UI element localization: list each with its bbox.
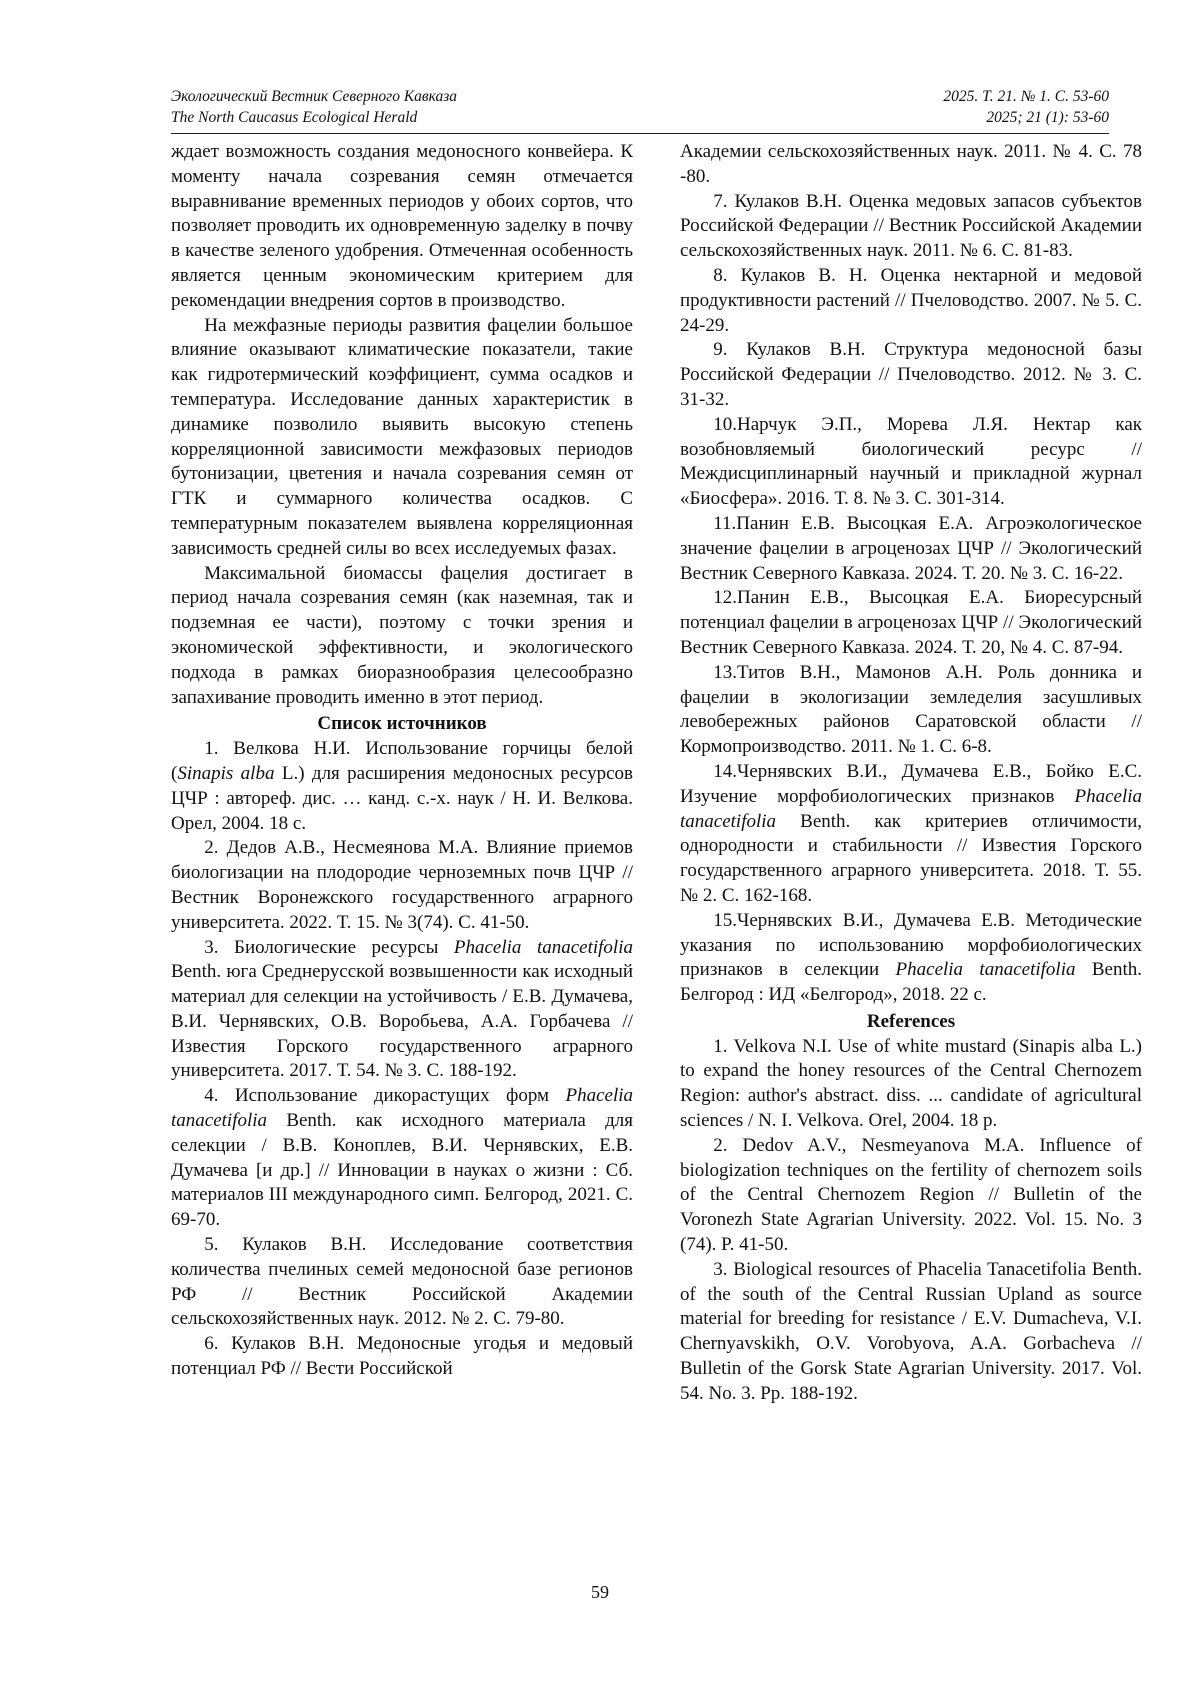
reference-ru-12: 12.Панин Е.В., Высоцкая Е.А. Биоресурсный потенциал фацелии в агроценозах ЦЧР // Экологический Вестник Северного Кавказа. 2024. Т. 20, № 4. С. 87-94. (680, 587, 1142, 658)
page-number: 59 (591, 1582, 609, 1602)
reference-en-2: 2. Dedov A.V., Nesmeyanova M.A. Influence of biologization techniques on the fertility of chernozem soils of the Central Chernozem Region // Bulletin of the Voronezh State Agrarian University. 2022. Vol. 15. No. 3 (74). P. 41-50. (680, 1134, 1142, 1256)
header-rule (171, 133, 1109, 134)
reference-ru-5: 5. Кулаков В.Н. Исследование соответствия количества пчелиных семей медоносной базе регионов РФ // Вестник Российской Академии сельскохозяйственных наук. 2012. № 2. С. 79-80. (171, 1234, 633, 1330)
reference-ru-1: 1. Велкова Н.И. Использование горчицы белой (Sinapis alba L.) для расширения медоносных ресурсов ЦЧР : автореф. дис. … канд. с.-х. наук / Н. И. Велкова. Орел, 2004. 18 с. (171, 738, 633, 834)
journal-title-en: The North Caucasus Ecological Herald (171, 109, 418, 126)
reference-ru-15: 15.Чернявских В.И., Думачева Е.В. Методические указания по использованию морфобиологических признаков в селекции Phacelia tanacetifolia Benth. Белгород : ИД «Белгород», 2018. 22 с. (680, 909, 1142, 1006)
sources-heading: Список источников (317, 713, 487, 735)
reference-ru-3: 3. Биологические ресурсы Phacelia tanacetifolia Benth. юга Среднерусской возвышенности как исходный материал для селекции на устойчивость / Е.В. Думачева, В.И. Чернявских, О.В. Воробьева, А.А. Горбачева // Известия Горского государственного аграрного университета. 2017. Т. 54. № 3. С. 188-192. (171, 936, 633, 1082)
reference-ru-9: 9. Кулаков В.Н. Структура медоносной базы Российской Федерации // Пчеловодство. 2012. № 3. С. 31-32. (680, 339, 1142, 410)
citation-en: 2025; 21 (1): 53-60 (986, 109, 1109, 126)
body-paragraph-2: На межфазные периоды развития фацелии большое влияние оказывают климатические показатели, такие как гидротермический коэффициент, сумма осадков и температура. Исследование данных характеристик в динамике позволило выявить высокую степень корреляционной зависимости межфазовых периодов бутонизации, цветения и начала созревания семян от ГТК и суммарного количества осадков. С температурным показателем выявлена корреляционная зависимость средней силы во всех исследуемых фазах. (171, 314, 633, 559)
reference-ru-8: 8. Кулаков В. Н. Оценка нектарной и медовой продуктивности растений // Пчеловодство. 2007. № 5. С. 24-29. (680, 264, 1142, 336)
citation-ru: 2025. Т. 21. № 1. С. 53-60 (943, 88, 1109, 105)
reference-ru-6: 6. Кулаков В.Н. Медоносные угодья и медовый потенциал РФ // Вести Российской (171, 1333, 633, 1380)
running-header (171, 86, 1109, 128)
reference-ru-10: 10.Нарчук Э.П., Морева Л.Я. Нектар как возобновляемый биологический ресурс // Междисциплинарный научный и прикладной журнал «Биосфера». 2016. Т. 8. № 3. С. 301-314. (680, 413, 1142, 510)
body-paragraph-3: Максимальной биомассы фацелия достигает в период начала созревания семян (как наземная, так и подземная ее части), поэтому с точки зрения и экономической эффективности, и экологического подхода в рамках биоразнообразия целесообразно запахивание проводить именно в этот период. (171, 562, 633, 708)
right-column (680, 140, 1142, 1407)
reference-ru-4: 4. Использование дикорастущих форм Phacelia tanacetifolia Benth. как исходного материала для селекции / В.В. Коноплев, В.И. Чернявских, Е.В. Думачева [и др.] // Инновации в науках о жизни : Сб. материалов III международного симп. Белгород, 2021. С. 69-70. (171, 1085, 633, 1231)
left-column (171, 140, 633, 1382)
reference-ru-14: 14.Чернявских В.И., Думачева Е.В., Бойко Е.С. Изучение морфобиологических признаков Phacelia tanacetifolia Benth. как критериев отличимости, однородности и стабильности // Известия Горского государственного аграрного университета. 2018. Т. 55. № 2. С. 162-168. (680, 760, 1142, 906)
body-paragraph-1: ждает возможность создания медоносного конвейера. К моменту начала созревания семян отмечается выравнивание временных периодов у обоих сортов, что позволяет проводить их одновременную заделку в почву в качестве зеленого удобрения. Отмеченная особенность является ценным экономическим критерием для рекомендации внедрения сортов в производство. (171, 141, 633, 311)
reference-ru-11: 11.Панин Е.В. Высоцкая Е.А. Агроэкологическое значение фацелии в агроценозах ЦЧР // Экологический Вестник Северного Кавказа. 2024. Т. 20. № 3. С. 16-22. (680, 512, 1142, 584)
reference-ru-2: 2. Дедов А.В., Несмеянова М.А. Влияние приемов биологизации на плодородие черноземных почв ЦЧР // Вестник Воронежского государственного аграрного университета. 2022. Т. 15. № 3(74). С. 41-50. (171, 837, 633, 933)
references-heading: References (866, 1010, 956, 1032)
reference-ru-13: 13.Титов В.Н., Мамонов А.Н. Роль донника и фацелии в экологизации земледелия засушливых левобережных районов Саратовской области // Кормопроизводство. 2011. № 1. С. 6-8. (680, 661, 1142, 758)
reference-en-3: 3. Biological resources of Phacelia Tanacetifolia Benth. of the south of the Central Russian Upland as source material for breeding for resistance / E.V. Dumacheva, V.I. Chernyavskikh, O.V. Vorobyova, A.A. Gorbacheva // Bulletin of the Gorsk State Agrarian University. 2017. Vol. 54. No. 3. Pp. 188-192. (680, 1258, 1142, 1404)
reference-ru-7: 7. Кулаков В.Н. Оценка медовых запасов субъектов Российской Федерации // Вестник Российской Академии сельскохозяйственных наук. 2011. № 6. С. 81-83. (680, 190, 1142, 262)
journal-title-ru: Экологический Вестник Северного Кавказа (171, 88, 458, 105)
reference-ru-6-continued: Академии сельскохозяйственных наук. 2011. № 4. С. 78 -80. (680, 141, 1142, 187)
reference-en-1: 1. Velkova N.I. Use of white mustard (Sinapis alba L.) to expand the honey resources of the Central Chernozem Region: author's abstract. diss. ... candidate of agricultural sciences / N. I. Velkova. Orel, 2004. 18 p. (680, 1035, 1142, 1132)
